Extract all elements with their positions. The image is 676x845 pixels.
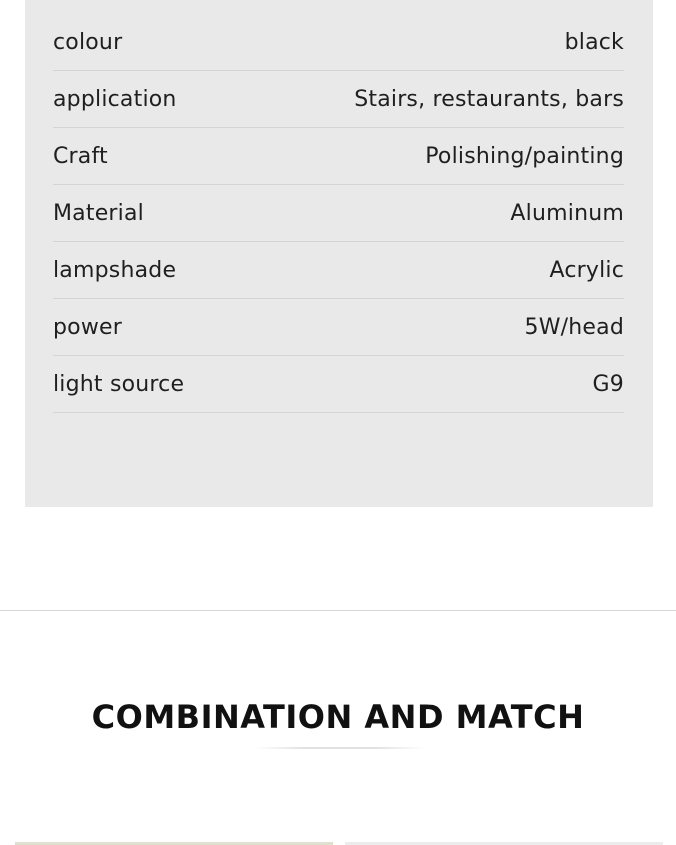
- spec-row-craft: [53, 128, 624, 185]
- spec-key: power: [53, 314, 122, 340]
- spec-key: lampshade: [53, 257, 177, 283]
- spec-value: Polishing/painting: [425, 143, 624, 169]
- spec-key: application: [53, 86, 177, 112]
- spec-key: Craft: [53, 143, 108, 169]
- spec-key: colour: [53, 29, 123, 55]
- spec-row-lampshade: [53, 242, 624, 299]
- section-title: COMBINATION AND MATCH: [91, 698, 585, 736]
- spec-value: G9: [592, 371, 624, 397]
- spec-value: Acrylic: [549, 257, 624, 283]
- spec-value: 5W/head: [524, 314, 624, 340]
- spec-row-material: [53, 185, 624, 242]
- spec-key: Material: [53, 200, 144, 226]
- spec-row-application: [53, 71, 624, 128]
- spec-key: light source: [53, 371, 185, 397]
- spec-value: Aluminum: [510, 200, 624, 226]
- spec-row-power: [53, 299, 624, 356]
- title-underline: [255, 747, 425, 749]
- spec-row-light-source: [53, 356, 624, 413]
- spec-value: black: [564, 29, 624, 55]
- spec-value: Stairs, restaurants, bars: [354, 86, 624, 112]
- spec-panel: [25, 0, 653, 507]
- section-divider: [0, 610, 676, 611]
- spec-list: [53, 14, 624, 413]
- spec-row-colour: [53, 14, 624, 71]
